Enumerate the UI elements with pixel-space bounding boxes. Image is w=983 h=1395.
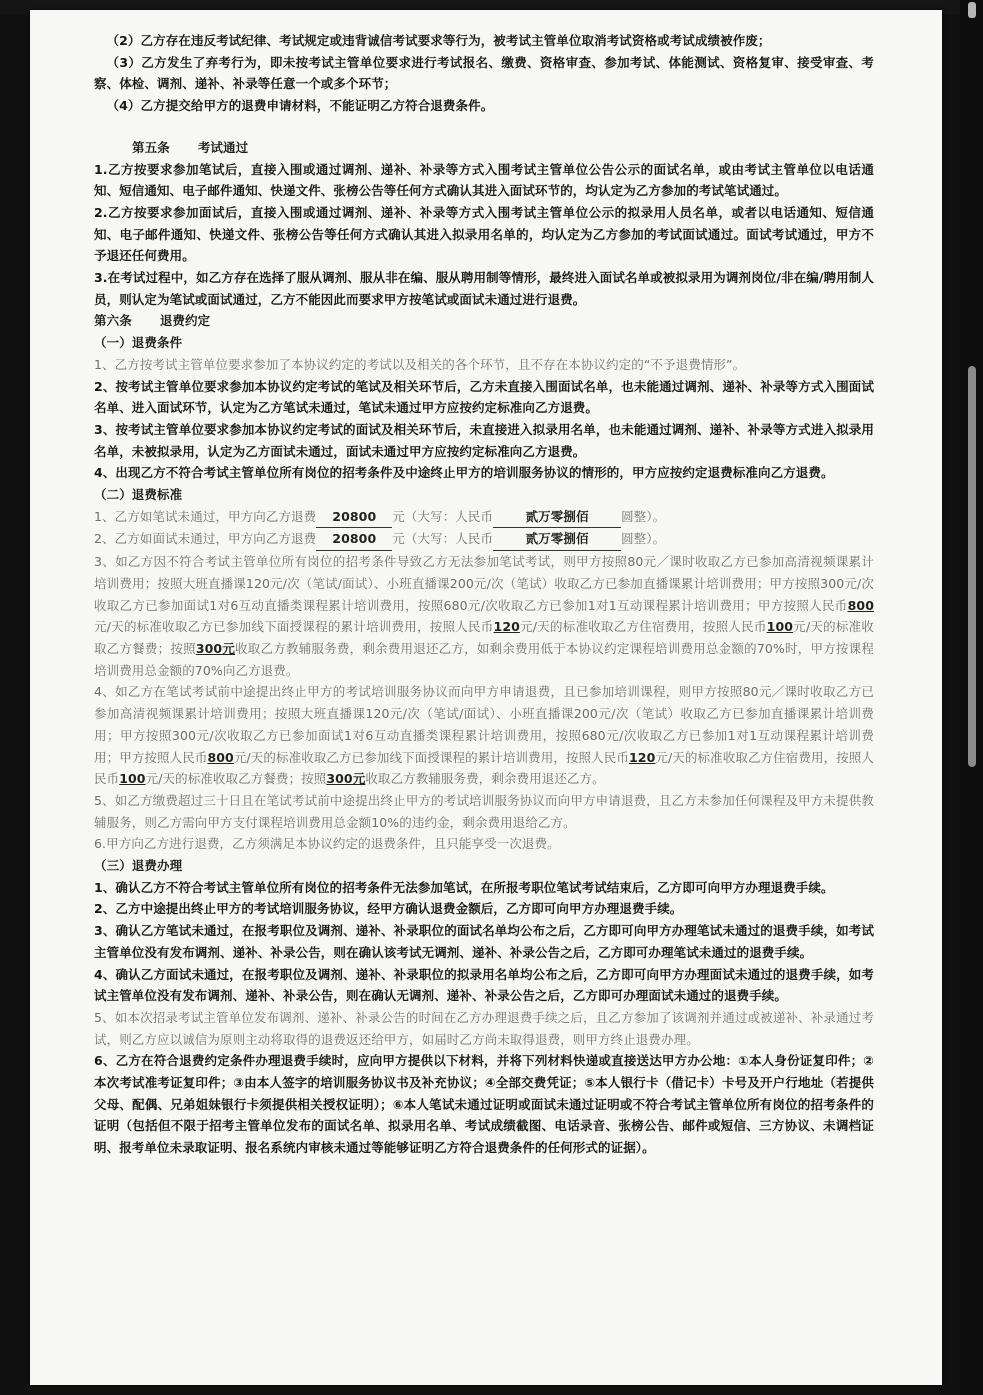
refund-standard-3-part-d: 元/天的标准收取乙方餐费；按照: [94, 619, 874, 656]
lodging-fee-2: 120: [628, 749, 656, 765]
refund-condition-2: 2、按考试主管单位要求参加本协议约定考试的笔试及相关环节后，乙方未直接入围面试名单，也未能通过调剂、递补、补录等方式入围面试名单、进入面试环节，认定为乙方笔试未通过，笔试未通过甲方应按约定标准向乙方退费。: [94, 378, 874, 416]
refund-standard-1: [94, 506, 874, 529]
refund-condition-3: 3、按考试主管单位要求参加本协议约定考试的面试及相关环节后，未直接进入拟录用名单，也未能通过调剂、递补、补录等方式进入拟录用名单，未被拟录用，认定为乙方面试未通过，面试未通过甲方应按约定标准向乙方退费。: [94, 421, 874, 459]
interview-refund-amount-caps: 贰万零捌佰: [493, 528, 621, 551]
refund-standard-4-part-c: 元/天的标准收取乙方住宿费用，按照人民币: [94, 749, 874, 787]
article-5-title: 考试通过: [197, 139, 249, 155]
section-refund-conditions-title: （一）退费条件: [94, 335, 183, 351]
article-5-heading: [94, 137, 874, 159]
interview-refund-amount: 20800: [316, 528, 392, 551]
article-5-paragraph-1: 1.乙方按要求参加笔试后，直接入围或通过调剂、递补、补录等方式入围考试主管单位公告公示的面试名单，或由考试主管单位以电话通知、短信通知、电子邮件通知、快递文件、张榜公告等任何方式确认其进入面试环节的，均认定为乙方参加的考试笔试通过。: [94, 161, 874, 199]
lodging-fee: 120: [493, 619, 520, 635]
refund-process-1: 1、确认乙方不符合考试主管单位所有岗位的招考条件无法参加笔试，在所报考职位笔试考试结束后，乙方即可向甲方办理退费手续。: [94, 879, 834, 895]
offline-course-fee: 800: [847, 597, 874, 613]
refund-process-5: 5、如本次招录考试主管单位发布调剂、递补、补录公告的时间在乙方办理退费手续之后，且乙方参加了该调剂并通过或被递补、补录通过考试，则乙方应以诚信为原则主动将取得的退费返还给甲方，如届时乙方尚未取得退费，则甲方终止退费办理。: [94, 1009, 874, 1047]
written-test-refund-amount: 20800: [316, 506, 392, 529]
refund-standard-2-text: 2、乙方如面试未通过，甲方向乙方退费: [94, 531, 317, 547]
materials-service-fee-2: 300元: [326, 771, 366, 787]
article-6-title: 退费约定: [159, 313, 211, 329]
meal-fee-2: 100: [119, 771, 146, 787]
document-page: [30, 10, 942, 1385]
section-refund-standard-title: （二）退费标准: [94, 487, 183, 503]
clause-line-3: （3）乙方发生了弃考行为，即未按考试主管单位要求进行考试报名、缴费、资格审查、参加考试、体能测试、资格复审、接受审查、考察、体检、调剂、递补、补录等任意一个或多个环节；: [94, 54, 874, 92]
refund-process-6: 6、乙方在符合退费约定条件办理退费手续时，应向甲方提供以下材料，并将下列材料快递或直接送达甲方办公地：①本人身份证复印件；②本次考试准考证复印件；③由本人签字的培训服务协议书及补充协议；④全部交费凭证；⑤本人银行卡（借记卡）卡号及开户行地址（若提供父母、配偶、兄弟姐妹银行卡须提供相关授权证明）；⑥本人笔试未通过证明或面试未通过证明或不符合考试主管单位所有岗位的招考条件的证明（包括但不限于招考主管单位发布的面试名单、拟录用名单、考试成绩截图、电话录音、张榜公告、邮件或短信、三方协议、未调档证明、报考单位未录取证明、报名系统内审核未通过等能够证明乙方符合退费条件的任何形式的证据）。: [94, 1053, 874, 1156]
refund-standard-4: [94, 681, 874, 790]
article-5-paragraph-2: 2.乙方按要求参加面试后，直接入围或通过调剂、递补、补录等方式入围考试主管单位公示的拟录用人员名单，或者以电话通知、短信通知、电子邮件通知、快递文件、张榜公告等任何方式确认其进入拟录用名单的，均认定为乙方参加的考试面试通过。面试考试通过，甲方不予退还任何费用。: [94, 204, 874, 264]
refund-process-3: 3、确认乙方笔试未通过，在报考职位及调剂、递补、补录职位的面试名单均公布之后，乙方即可向甲方办理笔试未通过的退费手续，如考试主管单位没有发布调剂、递补、补录公告，则在确认该考试无调剂、递补、补录公告之后，乙方即可办理笔试未通过的退费手续。: [94, 923, 874, 960]
refund-standard-3-part-c: 元/天的标准收取乙方住宿费用，按照人民币: [519, 619, 767, 635]
section-refund-process-title: （三）退费办理: [94, 858, 183, 874]
materials-service-fee: 300元: [195, 640, 236, 656]
refund-standard-2-mid: 元（大写：人民币: [392, 531, 494, 547]
refund-condition-4: 4、出现乙方不符合考试主管单位所有岗位的招考条件及中途终止甲方的培训服务协议的情形的，甲方应按约定退费标准向乙方退费。: [94, 465, 834, 481]
clause-line-2: （2）乙方存在违反考试纪律、考试规定或违背诚信考试要求等行为，被考试主管单位取消考试资格或考试成绩被作废；: [106, 33, 771, 48]
vertical-scrollbar-thumb[interactable]: [968, 366, 976, 767]
written-test-refund-amount-caps: 贰万零捌佰: [493, 506, 621, 529]
offline-course-fee-2: 800: [207, 749, 234, 765]
scroll-top-marker: [968, 2, 976, 18]
refund-standard-3-part-e: 收取乙方教辅服务费，剩余费用退还乙方，如剩余费用低于本协议约定课程培训费用总金额的70%时，甲方按课程培训费用总金额的70%向乙方退费。: [94, 640, 874, 678]
document-content: [94, 30, 874, 1159]
article-5-paragraph-3: 3.在考试过程中，如乙方存在选择了服从调剂、服从非在编、服从聘用制等情形，最终进入面试名单或被拟录用为调剂岗位/非在编/聘用制人员，则认定为笔试或面试通过，乙方不能因此而要求甲方按笔试或面试未通过进行退费。: [94, 270, 874, 307]
refund-standard-1-text: 1、乙方如笔试未通过，甲方向乙方退费: [94, 508, 317, 524]
article-6-heading: [94, 310, 874, 332]
refund-standard-2-end: 圆整）。: [621, 531, 666, 547]
clause-line-4: （4）乙方提交给甲方的退费申请材料，不能证明乙方符合退费条件。: [106, 98, 494, 114]
meal-fee: 100: [766, 619, 794, 635]
refund-standard-3-part-b: 元/天的标准收取乙方已参加线下面授课程的累计培训费用，按照人民币: [94, 619, 494, 635]
refund-standard-1-mid: 元（大写：人民币: [392, 508, 494, 524]
refund-standard-4-part-b: 元/天的标准收取乙方已参加线下面授课程的累计培训费用，按照人民币: [233, 749, 629, 765]
refund-standard-6: 6.甲方向乙方进行退费，乙方须满足本协议约定的退费条件，且只能享受一次退费。: [94, 836, 560, 852]
article-6-label: 第六条: [94, 313, 132, 329]
refund-standard-1-end: 圆整）。: [621, 508, 666, 524]
refund-standard-4-part-e: 收取乙方教辅服务费，剩余费用退还乙方。: [365, 771, 605, 787]
refund-process-4: 4、确认乙方面试未通过，在报考职位及调剂、递补、补录职位的拟录用名单均公布之后，乙方即可向甲方办理面试未通过的退费手续，如考试主管单位没有发布调剂、递补、补录公告，则在确认无调剂、递补、补录公告之后，乙方即可办理面试未通过的退费手续。: [94, 966, 874, 1004]
refund-standard-4-part-d: 元/天的标准收取乙方餐费；按照: [145, 771, 327, 787]
refund-standard-5: 5、如乙方缴费超过三十日且在笔试考试前中途提出终止甲方的考试培训服务协议而向甲方申请退费，且乙方未参加任何课程及甲方未提供教辅服务，则乙方需向甲方支付课程培训费用总金额10%的违约金，剩余费用退给乙方。: [94, 792, 874, 830]
refund-standard-2: [94, 528, 874, 551]
refund-process-2: 2、乙方中途提出终止甲方的考试培训服务协议，经甲方确认退费金额后，乙方即可向甲方办理退费手续。: [94, 901, 683, 917]
refund-standard-3: [94, 551, 874, 681]
refund-condition-1: 1、乙方按考试主管单位要求参加了本协议约定的考试以及相关的各个环节，且不存在本协议约定的“不予退费情形”。: [94, 356, 746, 372]
article-5-label: 第五条: [132, 139, 170, 155]
refund-standard-4-part-a: 4、如乙方在笔试考试前中途提出终止甲方的考试培训服务协议而向甲方申请退费，且已参加培训课程，则甲方按照80元／课时收取乙方已参加高清视频课累计培训费用；按照大班直播课120元/次（笔试/面试）、小班直播课200元/次（笔试）收取乙方已参加直播课累计培训费用；甲方按照300元/次收取乙方已参加面试1对6互动直播类课程累计培训费用，按照680元/次收取乙方已参加1对1互动课程累计培训费用；甲方按照人民币: [94, 684, 874, 765]
refund-standard-3-part-a: 3、如乙方因不符合考试主管单位所有岗位的招考条件导致乙方无法参加笔试考试，则甲方按照80元／课时收取乙方已参加高清视频课累计培训费用；按照大班直播课120元/次（笔试/面试）、小班直播课200元/次（笔试）收取乙方已参加直播课累计培训费用；甲方按照300元/次收取乙方已参加面试1对6互动直播类课程累计培训费用，按照680元/次收取乙方已参加1对1互动课程累计培训费用；甲方按照人民币: [94, 554, 874, 613]
